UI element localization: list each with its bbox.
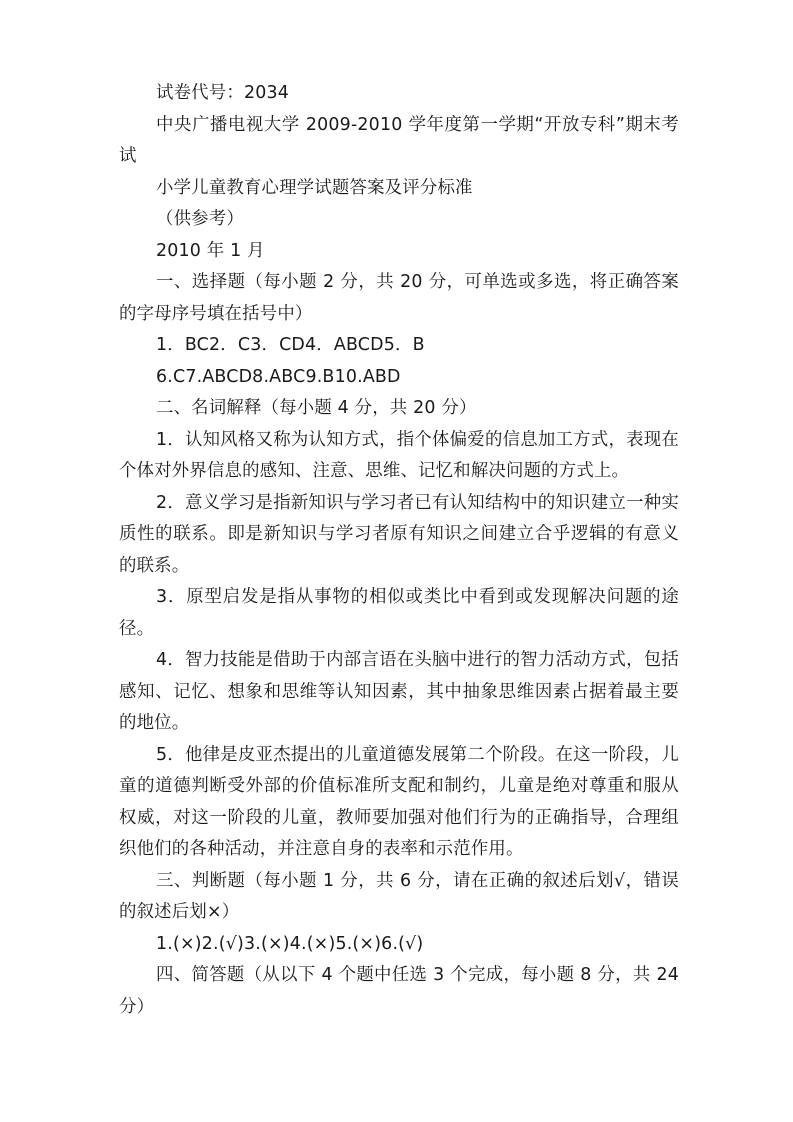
term-answer-2: 2．意义学习是指新知识与学习者已有认知结构中的知识建立一种实质性的联系。即是新知识与学习者原有知识之间建立合乎逻辑的有意义的联系。 <box>119 492 679 576</box>
section-short-answer-heading: 四、简答题（从以下 4 个题中任选 3 个完成，每小题 8 分，共 24 分） <box>119 965 679 1017</box>
term-answer-3: 3．原型启发是指从事物的相似或类比中看到或发现解决问题的途径。 <box>119 587 679 639</box>
term-answer-4: 4．智力技能是借助于内部言语在头脑中进行的智力活动方式，包括感知、记忆、想象和思维等认知因素，其中抽象思维因素占据着最主要的地位。 <box>119 650 679 733</box>
exam-code: 试卷代号：2034 <box>156 83 290 103</box>
reference-note: （供参考） <box>156 209 244 229</box>
term-answer-1: 1．认知风格又称为认知方式，指个体偏爱的信息加工方式，表现在个体对外界信息的感知、注意、思维、记忆和解决问题的方式上。 <box>119 429 679 481</box>
true-false-answers: 1.(×)2.(√)3.(×)4.(×)5.(×)6.(√) <box>156 933 424 954</box>
multiple-choice-answers-line-1: 1．BC2．C3．CD4．ABCD5．B <box>156 335 425 355</box>
exam-title: 中央广播电视大学 2009-2010 学年度第一学期“开放专科”期末考试 <box>119 114 679 166</box>
term-answer-5: 5．他律是皮亚杰提出的儿童道德发展第二个阶段。在这一阶段，儿童的道德判断受外部的价值标准所支配和制约，儿童是绝对尊重和服从权威，对这一阶段的儿童，教师要加强对他们行为的正确指导，合理组织他们的各种活动，并注意自身的表率和示范作用。 <box>119 744 679 859</box>
section-true-false-heading: 三、判断题（每小题 1 分，共 6 分，请在正确的叙述后划√，错误的叙述后划×） <box>119 870 679 922</box>
section-multiple-choice-heading: 一、选择题（每小题 2 分，共 20 分，可单选或多选，将正确答案的字母序号填在括号中） <box>119 272 679 324</box>
answer-key-title: 小学儿童教育心理学试题答案及评分标准 <box>156 177 473 198</box>
exam-date: 2010 年 1 月 <box>156 240 265 261</box>
section-terms-heading: 二、名词解释（每小题 4 分，共 20 分） <box>156 398 477 418</box>
multiple-choice-answers-line-2: 6.C7.ABCD8.ABC9.B10.ABD <box>156 366 401 387</box>
document-body <box>119 78 679 1023</box>
